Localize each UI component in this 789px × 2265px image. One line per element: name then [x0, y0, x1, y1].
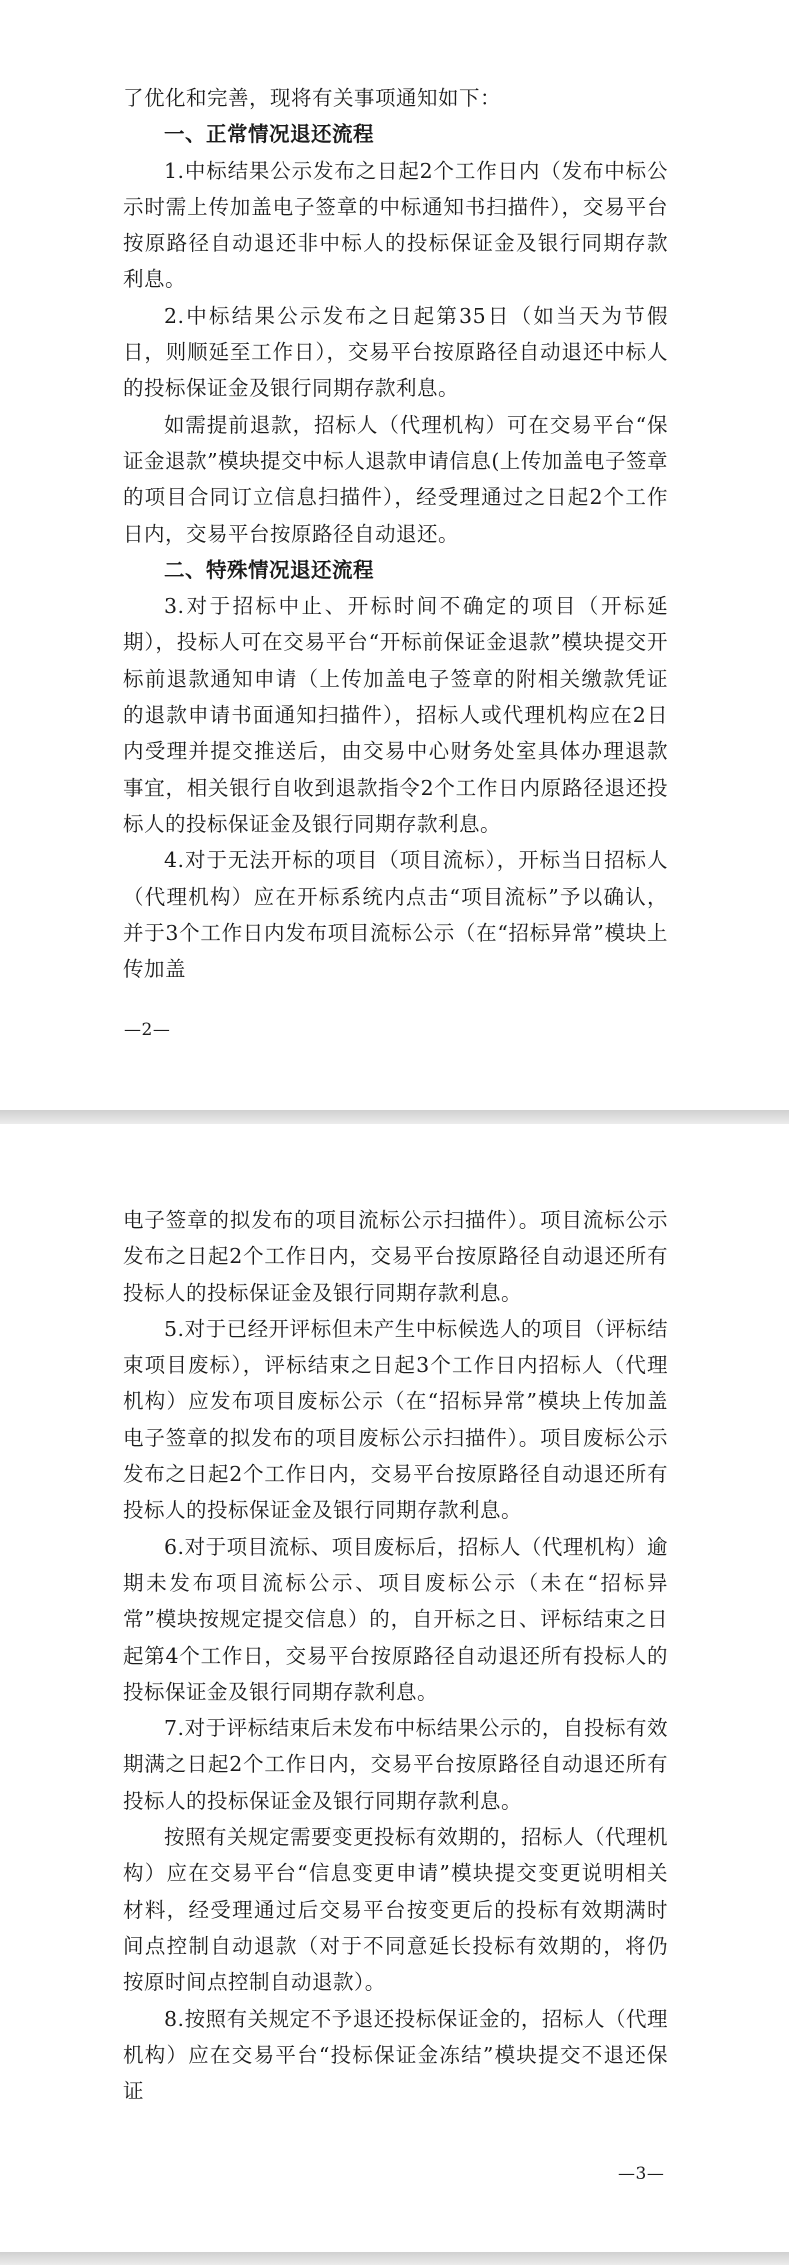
paragraph-item-6: 6.对于项目流标、项目废标后，招标人（代理机构）逾期未发布项目流标公示、项目废标公示（未在“招标异常”模块按规定提交信息）的，自开标之日、评标结束之日起第4个工作日，交易平台按原路径自动退还所有投标人的投标保证金及银行同期存款利息。 [123, 1534, 668, 1704]
paragraph-item-5: 5.对于已经开评标但未产生中标候选人的项目（评标结束项目废标），评标结束之日起3个工作日内招标人（代理机构）应发布项目废标公示（在“招标异常”模块上传加盖电子签章的拟发布的项目废标公示扫描件）。项目废标公示发布之日起2个工作日内，交易平台按原路径自动退还所有投标人的投标保证金及银行同期存款利息。 [123, 1316, 668, 1523]
paragraph-item-4: 4.对于无法开标的项目（项目流标），开标当日招标人（代理机构）应在开标系统内点击“项目流标”予以确认，并于3个工作日内发布项目流标公示（在“招标异常”模块上传加盖 [123, 848, 668, 982]
page-number: —3— [618, 2164, 665, 2184]
paragraph-item-3: 3.对于招标中止、开标时间不确定的项目（开标延期），投标人可在交易平台“开标前保证金退款”模块提交开标前退款通知申请（上传加盖电子签章的附相关缴款凭证的退款申请书面通知扫描件），招标人或代理机构应在2日内受理并提交推送后，由交易中心财务处室具体办理退款事宜，相关银行自收到退款指令2个工作日内原路径退还投标人的投标保证金及银行同期存款利息。 [123, 594, 668, 836]
paragraph-intro: 了优化和完善，现将有关事项通知如下： [123, 86, 501, 110]
paragraph-continued: 电子签章的拟发布的项目流标公示扫描件）。项目流标公示发布之日起2个工作日内，交易平台按原路径自动退还所有投标人的投标保证金及银行同期存款利息。 [123, 1208, 668, 1305]
paragraph-item-1: 1.中标结果公示发布之日起2个工作日内（发布中标公示时需上传加盖电子签章的中标通知书扫描件），交易平台按原路径自动退还非中标人的投标保证金及银行同期存款利息。 [123, 158, 668, 292]
section-heading-normal-refund: 一、正常情况退还流程 [164, 122, 374, 147]
page-number: —2— [124, 1020, 171, 1040]
document-page-3 [0, 1124, 789, 2252]
paragraph-item-7: 7.对于评标结束后未发布中标结果公示的，自投标有效期满之日起2个工作日内，交易平台按原路径自动退还所有投标人的投标保证金及银行同期存款利息。 [123, 1716, 668, 1813]
paragraph-early-refund: 如需提前退款，招标人（代理机构）可在交易平台“保证金退款”模块提交中标人退款申请信息(上传加盖电子签章的项目合同订立信息扫描件），经受理通过之日起2个工作日内，交易平台按原路径自动退还。 [123, 412, 668, 546]
paragraph-validity-change: 按照有关规定需要变更投标有效期的，招标人（代理机构）应在交易平台“信息变更申请”模块提交变更说明相关材料，经受理通过后交易平台按变更后的投标有效期满时间点控制自动退款（对于不同意延长投标有效期的，将仍按原时间点控制自动退款）。 [123, 1825, 668, 1995]
section-heading-special-refund: 二、特殊情况退还流程 [164, 557, 374, 582]
document-page-2 [0, 0, 789, 1110]
page-body [123, 1202, 668, 2109]
paragraph-item-2: 2.中标结果公示发布之日起第35日（如当天为节假日，则顺延至工作日），交易平台按原路径自动退还中标人的投标保证金及银行同期存款利息。 [123, 303, 668, 401]
page-body [123, 80, 668, 987]
page-separator [0, 2252, 789, 2265]
page-separator [0, 1110, 789, 1124]
paragraph-item-8: 8.按照有关规定不予退还投标保证金的，招标人（代理机构）应在交易平台“投标保证金冻结”模块提交不退还保证 [123, 2006, 668, 2104]
